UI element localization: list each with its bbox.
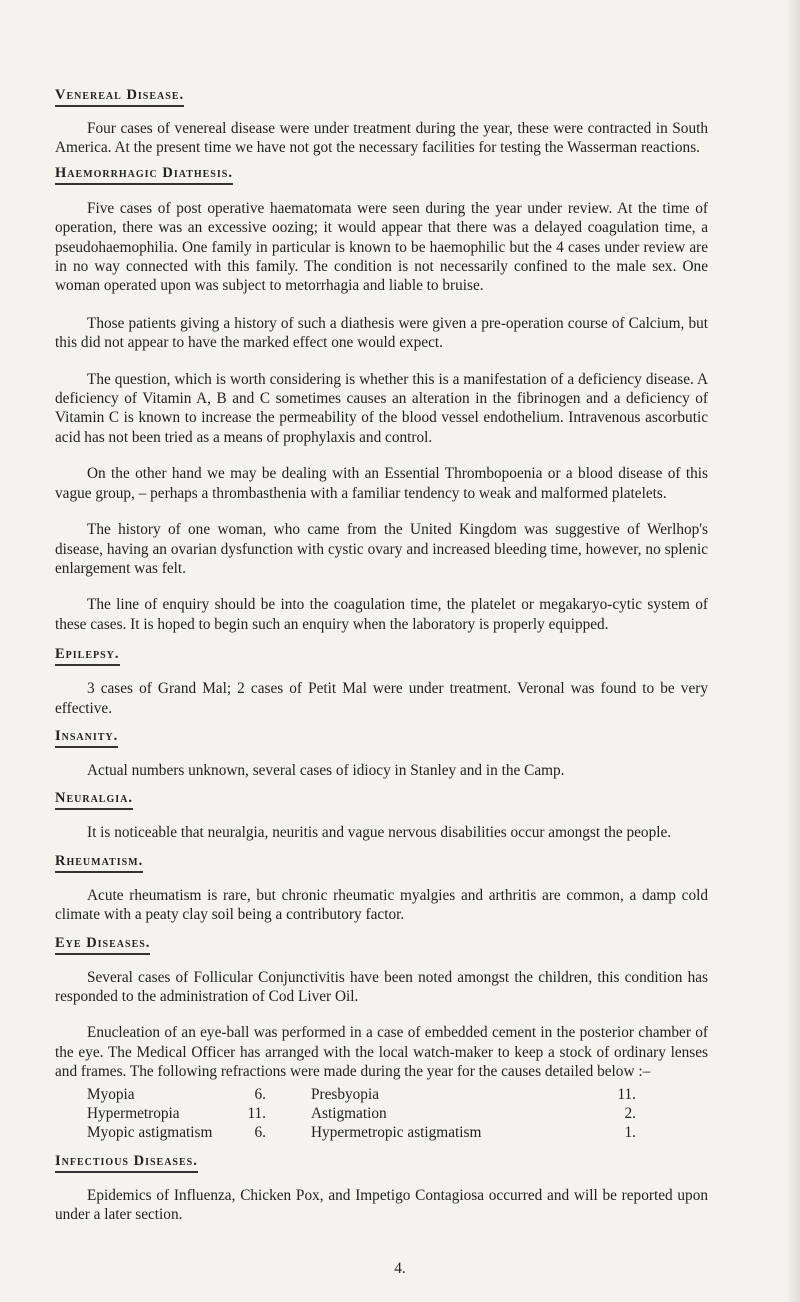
page-edge-shadow <box>786 0 800 1302</box>
section-infectious-diseases <box>55 1152 708 1225</box>
paragraph: Enucleation of an eye-ball was performed in a case of embedded cement in the posterior chamber of the eye. The Medical Officer has arranged with the local watch-maker to keep a stock of ordinary lenses and frames. The following refractions were made during the year for the causes detailed below :– <box>55 1024 708 1081</box>
paragraph: Five cases of post operative haematomata were seen during the year under review. At the time of operation, there was an excessive oozing; it would appear that there was a delayed coagulation time, a pseudohaemophilia. One family in particular is known to be haemophilic but the 4 cases under review are in no way connected with this family. The condition is not necessarily confined to the male sex. One woman operated upon was subject to metorrhagia and liable to bruise. <box>55 199 708 295</box>
refraction-count: 11. <box>617 1085 636 1103</box>
section-insanity <box>55 727 708 780</box>
refraction-count: 11. <box>247 1104 266 1122</box>
section-epilepsy <box>55 645 708 718</box>
paragraph: Four cases of venereal disease were under treatment during the year, these were contracted in South America. At the present time we have not got the necessary facilities for testing the Wasserman reactions. <box>55 120 708 157</box>
page-number: 4. <box>394 1260 406 1277</box>
section-neuralgia <box>55 789 708 842</box>
refraction-count: 6. <box>254 1085 266 1103</box>
section-heading: Haemorrhagic Diathesis. <box>55 165 233 185</box>
paragraph: Acute rheumatism is rare, but chronic rheumatic myalgies and arthritis are common, a damp cold climate with a peaty clay soil being a contributory factor. <box>55 886 708 924</box>
refraction-label: Presbyopia <box>311 1085 379 1103</box>
section-heading: Eye Diseases. <box>55 935 150 955</box>
section-heading: Infectious Diseases. <box>55 1153 198 1173</box>
section-rheumatism <box>55 852 708 925</box>
section-eye-diseases <box>55 934 708 1143</box>
table-row <box>55 1123 708 1142</box>
paragraph: Epidemics of Influenza, Chicken Pox, and Impetigo Contagiosa occurred and will be reported upon under a later section. <box>55 1186 708 1224</box>
refraction-label: Myopic astigmatism <box>87 1124 213 1142</box>
paragraph: It is noticeable that neuralgia, neuritis and vague nervous disabilities occur amongst the people. <box>87 824 672 842</box>
section-haemorrhagic-diathesis <box>55 164 708 634</box>
refraction-label: Hypermetropic astigmatism <box>311 1124 482 1142</box>
section-heading: Rheumatism. <box>55 853 143 873</box>
paragraph: 3 cases of Grand Mal; 2 cases of Petit Mal were under treatment. Veronal was found to be very effective. <box>55 680 708 717</box>
table-row <box>55 1085 708 1104</box>
section-heading: Epilepsy. <box>55 646 120 666</box>
paragraph: Those patients giving a history of such a diathesis were given a pre-operation course of Calcium, but this did not appear to have the marked effect one would expect. <box>55 314 708 352</box>
refractions-table <box>55 1085 708 1143</box>
section-heading: Neuralgia. <box>55 790 133 810</box>
refraction-label: Myopia <box>87 1085 135 1103</box>
section-heading: Venereal Disease. <box>55 87 184 107</box>
paragraph: The line of enquiry should be into the coagulation time, the platelet or megakaryo-cytic system of these cases. It is hoped to begin such an enquiry when the laboratory is properly equipped. <box>55 596 708 633</box>
paragraph: On the other hand we may be dealing with an Essential Thrombopoenia or a blood disease of this vague group, – perhaps a thrombasthenia with a familiar tendency to weak and malformed platelets. <box>55 465 708 502</box>
refraction-count: 6. <box>254 1124 266 1142</box>
paragraph: Several cases of Follicular Conjunctivitis have been noted amongst the children, this condition has responded to the administration of Cod Liver Oil. <box>55 968 708 1005</box>
paragraph: The question, which is worth considering is whether this is a manifestation of a deficiency disease. A deficiency of Vitamin A, B and C sometimes causes an alteration in the fibrinogen and a deficiency of Vitamin C is known to increase the permeability of the blood vessel endothelium. Intravenous ascorbutic acid has not been tried as a means of prophylaxis and control. <box>55 370 708 446</box>
paragraph: Actual numbers unknown, several cases of idiocy in Stanley and in the Camp. <box>87 761 565 779</box>
refraction-count: 2. <box>624 1104 636 1122</box>
section-venereal-disease <box>55 86 708 158</box>
section-heading: Insanity. <box>55 728 118 748</box>
table-row <box>55 1104 708 1123</box>
page-content <box>55 86 708 1225</box>
refraction-count: 1. <box>624 1124 636 1142</box>
refraction-label: Hypermetropia <box>87 1104 180 1122</box>
paragraph: The history of one woman, who came from the United Kingdom was suggestive of Werlhop's disease, having an ovarian dysfunction with cystic ovary and increased bleeding time, however, no splenic enlargement was felt. <box>55 521 708 577</box>
refraction-label: Astigmation <box>311 1104 387 1122</box>
